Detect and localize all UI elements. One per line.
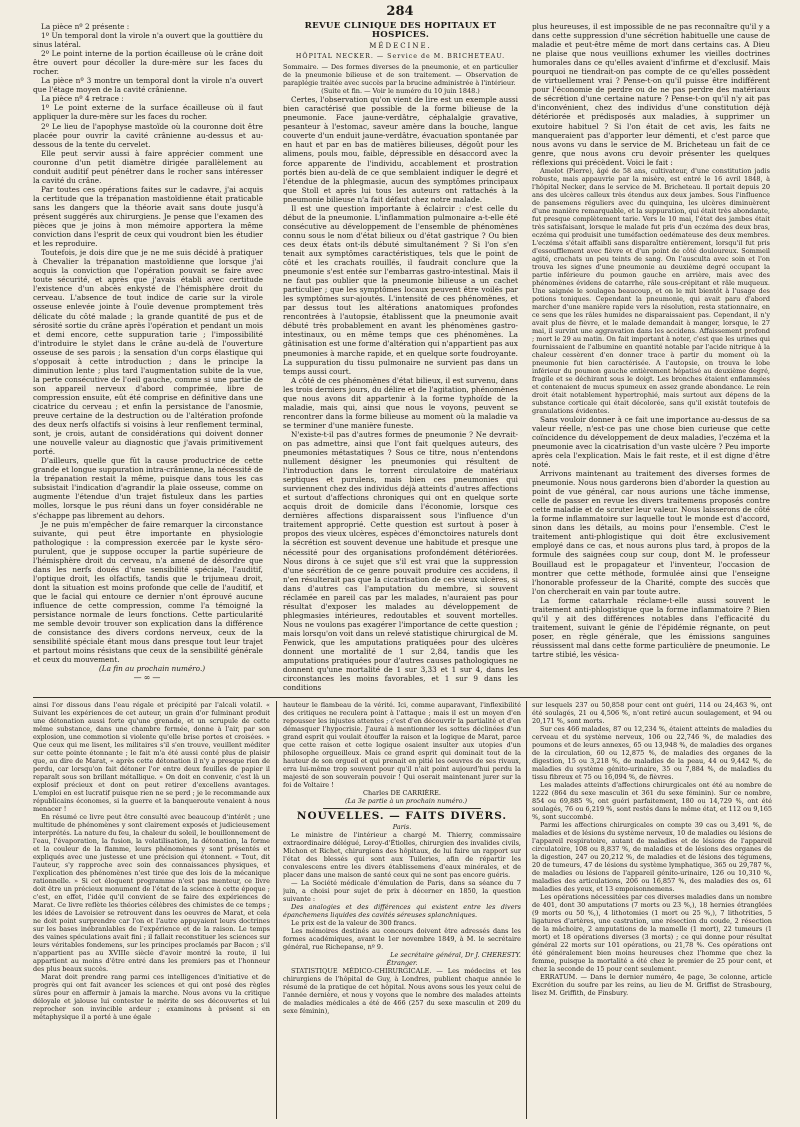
column-rule bbox=[526, 701, 527, 1119]
divider bbox=[323, 808, 481, 809]
continuation-note: (La fin au prochain numéro.) bbox=[98, 664, 206, 674]
paragraph: plus heureuses, il est impossible de ne pas reconnaître qu'il y a dans cette suppression d'une sécrétion habituelle une cause de maladie et peut-être même de mort dans certains cas. A Dieu ne plaise que nous veuillions exhumer les vieilles doctrines humorales dans ce qu'elles avaient d'infirme et d'exclusif. Mais pourquoi ne tiendrait-on pas compte de ce qu'elles possèdent de virtuellement vrai ? Pense-t-on qu'il puisse être indifférent pour l'économie de perdre ou de ne pas perdre des matériaux de sécrétion d'une certaine nature ? Pense-t-on qu'il n'y ait pas d'inconvénient, chez des individus d'une constitution déjà détériorée et prédisposés aux maladies, à supprimer un exutoire habituel ? Si l'on était de cet avis, les faits ne manqueraient pas d'apporter leur démenti, et c'est parce que nous avons vu dans le service de M. Bricheteau un fait de ce genre, que nous avons cru devoir présenter les quelques réflexions qui précèdent. Voici le fait : bbox=[532, 22, 770, 167]
paragraph: 1º Un temporal dont la virole n'a ouvert que la gouttière du sinus latéral. bbox=[33, 31, 263, 50]
subsection-heading: MÉDECINE. bbox=[369, 42, 432, 51]
paragraph: Toutefois, je dois dire que je ne me suis décidé à pratiquer à Chevalier la trépanation mastoïdienne que lorsque j'ai acquis la conviction que l'opération pouvait se faire avec toute sécurité, et après que j'avais établi avec certitude l'existence d'un abcès enkysté de l'hémisphère droit du cerveau. L'absence de tout indice de carie sur la virole osseuse enlevée jointe à l'ouïe devenue promptement très délicate du côté malade ; la grande quantité de pus et de sérosité sortie du crâne après l'opération et pendant un mois et demi encore, cette suppuration tarie ; l'impossibilité d'introduire le stylet dans le crâne au-delà de l'ouverture osseuse de ses parois ; la sensation d'un corps élastique qui s'opposait à cette introduction ; dans le principe la diminution lente ; plus tard l'augmentation subite de la vue, la perte consécutive de l'oeil gauche, comme si une partie de son appareil nerveux d'abord comprimée, libre de compression ensuite, eût été comprise en définitive dans une cicatrice du cerveau ; et enfin la persistance de l'anosmie, preuve certaine de la destruction ou de l'altération profonde des deux nerfs olfactifs si voisins à leur renflement terminal, sont, je crois, autant de considérations qui doivent donner une nouvelle valeur au diagnostic que j'avais primitivement porté. bbox=[33, 248, 263, 457]
paragraph: La forme catarrhale réclame-t-elle aussi souvent le traitement anti-phlogistique que la forme inflammatoire ? Bien qu'il y ait des différences notables dans l'efficacité du traitement, suivant le génie de l'épidémie régnante, on peut poser, en règle générale, que les émissions sanguines réussissent mal dans cette forme particulière de pneumonie. Le tartre stibié, les vésica- bbox=[532, 595, 770, 659]
paragraph: La pièce nº 3 montre un temporal dont la virole n'a ouvert que l'étage moyen de la cavité crânienne. bbox=[33, 76, 263, 95]
erratum: ERRATUM. — Dans le dernier numéro, 4e page, 3e colonne, article Excrétion du soufre par les reins, au lieu de M. Griffist de Strasbourg, lisez M. Griffith, de Finsbury. bbox=[532, 973, 772, 997]
news-item: Le ministre de l'intérieur a chargé M. Thierry, commissaire extraordinaire délégué, Leroy-d'Étiolles, chirurgien des invalides civils, Michon et Richet, chirurgiens des hôpitaux, de lui faire un rapport sur l'état des blessés qui sont aux Tuileries, afin de répartir les convalescens entre les divers établissemens d'eaux minérales, et de placer dans une maison de santé ceux qui ne sont pas encore guéris. bbox=[283, 831, 521, 879]
paragraph: Marat doit prendre rang parmi ces intelligences d'initiative et de progrès qui ont fait avancer les sciences et qui ont posé des règles sûres pour en affermir à jamais la marche. Nous avons vu la critique déloyale et jalouse lui contester le mérite de ses découvertes et lui reprocher son invincible ardeur ; examinons à présent si en métaphysique il a porté à une égale bbox=[33, 973, 270, 1021]
news-item: — La Société médicale d'émulation de Paris, dans sa séance du 7 juin, a choisi pour sujet de prix à décerner en 1850, la question suivante : bbox=[283, 879, 521, 903]
horizontal-rule bbox=[33, 697, 771, 698]
paragraph: La pièce nº 4 retrace : bbox=[41, 94, 124, 104]
column-rule bbox=[276, 701, 277, 1119]
paragraph: La pièce nº 2 présente : bbox=[41, 22, 130, 31]
paragraph: Il est une question importante à éclaircir : c'est celle du début de la pneumonie. L'inflammation pulmonaire a-t-elle été consécutive au développement de l'ensemble de phénomènes connu sous le nom d'état bilieux ou d'état gastrique ? Ou bien ces deux états ont-ils débuté simultanément ? Si l'on s'en tenait aux symptômes caractéristiques, tels que le point de côté et les crachats rouillés, il faudrait conclure que la pneumonie s'est entée sur l'embarras gastro-intestinal. Mais il ne faut pas oublier que la pneumonie bilieuse a un cachet particulier ; que les symptômes locaux peuvent être voilés par les symptômes sur-ajoutés. L'intensité de ces phénomènes, et par dessus tout les altérations anatomiques profondes rencontrées à l'autopsie, établissent que la pneumonie avait débuté très probablement en avant les phénomènes gastro-intestinaux, ou en même temps que ces phénomènes. La gâtinisation est une forme d'altération qui n'appartient pas aux pneumonies à marche rapide, et en quelque sorte foudroyante. La suppuration du tissu pulmonaire ne survient pas dans un temps aussi court. bbox=[283, 203, 518, 376]
paragraph: Sur ces 466 malades, 87 ou 12,234 %, étaient atteints de maladies du cerveau et du système nerveux, 106 ou 22,746 %, de maladies des poumons et de leurs annexes, 65 ou 13,948 %, de maladies des organes de la circulation, 60 ou 12,875 %, de maladies des organes de la digestion, 15 ou 3,218 %, de maladies de la peau, 44 ou 9,442 %, de maladies du système génito-urinaire, 35 ou 7,884 %, de maladies du tissu fibreux et 75 ou 16,094 %, de fièvres. bbox=[532, 725, 772, 781]
paragraph: En résumé ce livre peut être consulté avec beaucoup d'intérêt ; une multitude de phénomènes y sont clairement exposés et judicieusement interprétés. La nature du feu, la chaleur du soleil, le bouillonnement de l'eau, l'évaporation, la fusion, la volatilisation, la détonation, la forme et la couleur de la flamme, leurs phénomènes y sont présentés et expliqués avec une justesse et une précision qui étonnent. « Tout, dit l'auteur, s'y rapproche avec soin des connaissances physiques, et l'explication des phénomènes n'est tirée que des lois de la mécanique rationnelle. » Si cet éloquent programme n'est pas menteur, ce livre doit être un précieux monument de l'état de la science à cette époque ; c'est, en effet, l'idée qu'il convient de se faire des expériences de Marat. Ce livre reflète les théories célèbres des chimistes de ce temps ; les idées de Lavoisier se retrouvent dans les oeuvres de Marat, et cela ne doit point surprendre car l'on et l'autre appuyaient leurs doctrines sur les bases inébranlables de l'expérience et de la raison. Le temps des vaines spéculations avait fini ; il fallait reconstituer les sciences sur leurs véritables fondemens, sur les principes proclamés par Bacon ; s'il n'appartient pas au XVIIIe siècle d'avoir montré la route, il lui appartient au moins d'être entré dans les premiers pas et l'honneur des plus beaux succès. bbox=[33, 813, 270, 973]
page-number: 284 bbox=[386, 4, 414, 19]
paragraph: A côté de ces phénomènes d'état bilieux, il est survenu, dans les trois derniers jours, du délire et de l'agitation, phénomènes que nous avons dit appartenir à la forme typhoïde de la maladie, mais qui, ainsi que nous le voyons, peuvent se rencontrer dans la forme bilieuse au moment où la maladie va se terminer d'une manière funeste. bbox=[283, 375, 518, 430]
paragraph: Parmi les affections chirurgicales on compte 39 cas ou 3,491 %, de maladies et de lésions du système nerveux, 10 de maladies ou lésions de l'appareil respiratoire, autant de maladies et de lésions de l'appareil circulatoire, 108 ou 8,837 %, de maladies et de lésions des organes de la digestion, 247 ou 20,212 %, de maladies et de lésions des tégumens, 20 de tumeurs, 47 de lésions du système lymphatique, 365 ou 29,787 %, de maladies ou lésions de l'appareil génito-urinaire, 126 ou 10,310 %, maladies des articulations, 206 ou 16,857 %, des maladies des os, 61 maladies des yeux, et 13 empoisonnemens. bbox=[532, 821, 772, 893]
suite-note: (Suite et fin. — Voir le numéro du 10 juin 1848.) bbox=[321, 87, 480, 96]
author-signature: Charles DE CARRIÈRE. bbox=[363, 789, 441, 797]
paragraph: Je ne puis m'empêcher de faire remarquer la circonstance suivante, qui peut être importante en physiologie pathologique : la compression exercée par le kyste séro-purulent, que je suppose occuper la partie supérieure de l'hémisphère droit du cerveau, n'a amené de désordre que dans les nerfs doués d'une sensibilité spéciale, l'auditif, l'optique droit, les olfactifs, tandis que le trijumeau droit, dont la situation est moins profonde que celle de l'auditif, et que le facial qui entoure ce dernier n'ont éprouvé aucune influence de cette compression, comme l'a témoigné la persistance normale de leurs fonctions. Cette particularité me semble devoir trouver son explication dans la différence de consistance des divers cordons nerveux, ceux de la sensibilité spéciale étant mous dans presque tout leur trajet et partout moins résistans que ceux de la sensibilité générale et ceux du mouvement. bbox=[33, 519, 263, 665]
paragraph: sur lesquels 237 ou 50,858 pour cent ont guéri, 114 ou 24,463 %, ont été soulagés, 21 ou 4,506 %, n'ont retiré aucun soulagement, et 94 ou 20,171 %, sont morts. bbox=[532, 701, 772, 725]
news-heading: NOUVELLES. — FAITS DIVERS. bbox=[296, 810, 508, 822]
continuation-note: (La 3e partie à un prochain numéro.) bbox=[344, 797, 468, 805]
paragraph: 2º Le point interne de la portion écailleuse où le crâne doit être ouvert pour décoller la dure-mère sur les faces du rocher. bbox=[33, 49, 263, 77]
place-heading: Paris. bbox=[392, 823, 412, 831]
paragraph: N'existe-t-il pas d'autres formes de pneumonie ? Ne devrait-on pas admettre, ainsi que l'ont fait quelques auteurs, des pneumonies métastatiques ? Sous ce titre, nous n'entendons nullement désigner les pneumonies qui résultent de l'introduction dans le torrent circulatoire de matériaux septiques et purulens, mais bien ces pneumonies qui surviennent chez des individus déjà atteints d'autres affections et surtout d'affections chroniques qui ont en quelque sorte acquis droit de domicile dans l'économie, lorsque ces dernières affections disparaissent sous l'influence d'un traitement approprié. Cette question est surtout à poser à propos des vieux ulcères, espèces d'émonctoires naturels dont la sécrétion est souvent devenue une habitude et presque une nécessité pour des organisations profondément détériorées. Nous dirons à ce sujet que s'il est vrai que la suppression d'une sécrétion de ce genre pouvait produire ces accidens, il n'en résulterait pas que la cicatrisation de ces vieux ulcères, si dans d'autres cas l'amputation du membre, si souvent réclamée en pareil cas par les malades, n'auraient pas pour résultat d'exposer les malades au développement de phlegmasies intérieures, redoutables et souvent mortelles. Nous ne voulons pas exagérer l'importance de cette question ; mais lorsqu'on voit dans un relevé statistique chirurgical de M. Fenwick, que les amputations pratiquées pour des ulcères donnent une mortalité de 1 sur 2,84, tandis que les amputations pratiquées pour d'autres causes pathologiques ne donnent qu'une mortalité de 1 sur 3,33 et 1 sur 4, dans les circonstances les moins favorables, et 1 sur 9 dans les conditions bbox=[283, 429, 518, 693]
summary: Sommaire. — Des formes diverses de la pneumonie, et en particulier de la pneumonie bilieuse et de son traitement. — Observation de paraplégie traitée avec succès par la brucine administrée à l'intérieur. bbox=[283, 63, 518, 88]
feuilleton-column-2 bbox=[283, 701, 521, 1119]
paragraph: D'ailleurs, quelle que fût la cause productrice de cette grande et longue suppuration intra-crânienne, la nécessité de la trépanation restait la même, puisque dans tous les cas subsistait l'indication d'agrandir la plaie osseuse, comme on augmente l'étendue d'un trajet fistuleux dans les parties molles, lorsque le pus réuni dans un foyer considérable ne s'échappe pas librement au dehors. bbox=[33, 456, 263, 520]
feuilleton-column-1 bbox=[33, 701, 270, 1119]
ornament-divider: —∞— bbox=[133, 673, 163, 683]
paragraph: ainsi l'or dissous dans l'eau régale et précipité par l'alcali volatil. « Suivant les expériences de cet auteur, un grain d'or fulminant produit une détonation aussi forte qu'une grenade, et un scrupule de cette même substance, dans une chambre fermée, donne à l'air, par son explosion, une commotion si violente qu'elle brise portes et croisées. » Que ceux qui me lisent, les militaires s'il s'en trouve, veuillent méditer sur cette pointe étonnante ; le fait m'a été aussi conté plus de plaisir que, au dire de Marat, « après cette détonation il n'y a presque rien de perdu, car lorsqu'on fait détoner l'or entre deux feuilles de papier il reparaît sous son brillant métallique. » On doit en convenir, c'est là un explosif précieux et dont on peut retirer d'excellens avantages. L'emploi en est lucratif puisque rien ne se perd ; je le recommande aux républicains économes, si la guerre et la banqueroute venaient à nous menacer ! bbox=[33, 701, 270, 813]
article-column-1 bbox=[33, 22, 263, 694]
section-heading: REVUE CLINIQUE DES HÔPITAUX ET HOSPICES. bbox=[304, 22, 497, 41]
paragraph: Par toutes ces opérations faites sur le cadavre, j'ai acquis la certitude que la trépanation mastoïdienne était praticable sans les dangers que la théorie avait sans doute jusqu'à présent suggérés aux chirurgiens. Je pense que l'examen des pièces que je joins à mon mémoire apportera la même conviction dans l'esprit de ceux qui voudront bien les étudier et les reproduire. bbox=[33, 184, 263, 249]
news-item: Les mémoires destinés au concours doivent être adressés dans les formes académiques, avant le 1er novembre 1849, à M. le secrétaire général, rue Richepanse, nº 9. bbox=[283, 927, 521, 951]
observation: Amelot (Pierre), âgé de 58 ans, cultivateur, d'une constitution jadis robuste, mais appauvrie par la misère, est entré le 16 avril 1848, à l'hôpital Necker, dans le service de M. Bricheteau. Il portait depuis 20 ans des ulcères calleux très étendus aux deux jambes. Sous l'influence de pansemens réguliers avec du quinquina, les ulcères diminuèrent d'une manière remarquable, et la suppuration, qui était très abondante, fut presque complètement tarie. Vers le 10 mai, l'état des jambes était très satisfaisant, lorsque le malade fut pris d'un eczéma des deux bras, eczéma qui produisit une tuméfaction oedémateuse des deux membres. L'eczéma s'était affaibli sans disparaître entièrement, lorsqu'il fut pris d'essoufflement avec fièvre et d'un point de côté douloureux. Sommeil agité, crachats un peu teints de sang. On l'ausculta avec soin et l'on trouva les signes d'une pneumonie au deuxième degré occupant la partie inférieure du poumon gauche en arrière, mais avec des phénomènes évidens de catarrhe, râle sous-crépitant et râle muqueux. Une saignée le soulagea beaucoup, et on le mit bientôt à l'usage des potions toniques. Cependant la pneumonie, qui avait paru d'abord marcher d'une manière rapide vers la résolution, resta stationnaire, en ce sens que les râles humides ne disparaissaient pas. Cependant, il n'y avait plus de fièvre, et le malade demandait à manger, lorsque, le 27 mai, il survint une aggravation dans les accidens. Affaissement profond ; mort le 29 au matin. On fait important à noter, c'est que les urines qui fournissaient de l'albumine en quantité notable par l'acide nitrique à la chaleur cessèrent d'en donner trace à partir du moment où la pneumonie fut bien caractérisée. A l'autopsie, on trouva le lobe inférieur du poumon gauche entièrement hépatisé au deuxième degré, fragile et se déchirant sous le doigt. Les bronches étaient enflammées et contenaient de mucus spumeux en assez grande abondance. Le rein droit était notablement hypertrophié, mais surtout aux dépens de la substance corticale qui était décolorée, sans qu'il existât toutefois de granulations évidentes. bbox=[532, 166, 770, 415]
service-heading: HÔPITAL NECKER. — Service de M. BRICHETEAU. bbox=[295, 53, 506, 61]
paragraph: hauteur le flambeau de la vérité. Ici, comme auparavant, l'inflexibilité des critiques ne reculera point à l'attaque ; mais il est un moyen d'en repousser les injustes attentes ; c'est d'en découvrir la partialité et d'en démasquer l'hypocrisie. J'aurai à mentionner les sottes déclinées d'un grand esprit qui voulait étouffer la raison et la logique de Marat, parce que cette raison et cette logique osaient insulter aux utopies d'un philosophe orgueilleux. Mais ce grand esprit qui dominait tout de la hauteur de son orgueil et qui prenait en pitié les oeuvres de ses rivaux, erra lui-même trop souvent pour qu'il n'ait point aujourd'hui perdu la majesté de son souverain pouvoir ! Qui oserait maintenant jurer sur la foi de Voltaire ! bbox=[283, 701, 521, 789]
feuilleton-column-3 bbox=[532, 701, 772, 1119]
paragraph: Les opérations nécessitées par ces diverses maladies dans un nombre de 401, dont 30 amputations (7 morts ou 23 %,), 18 hernies étranglées (9 morts ou 50 %,), 4 lithotomies (1 mort ou 25 %,), 7 lithotrities, 5 ligatures d'artères, une castration, une résection du coude, 2 résection de la mâchoire, 2 amputations de la mamelle (1 mort), 22 tumeurs (1 mort) et 18 opérations diverses (3 morts) ; ce qui donne pour résultat général 22 morts sur 101 opérations, ou 21,78 %. Ces opérations ont été généralement bien moins heureuses chez l'homme que chez la femme, puisque la mortalité a été chez le premier de 25 pour cent, et chez la seconde de 15 pour cent seulement. bbox=[532, 893, 772, 973]
paragraph: 2º Le lieu de l'apophyse mastoïde où la couronne doit être placée pour ouvrir la cavité crânienne au-dessus et au-dessous de la tente du cervelet. bbox=[33, 121, 263, 149]
news-item: STATISTIQUE MÉDICO-CHIRURGICALE. — Les médecins et les chirurgiens de l'hôpital de Guy, à Londres, publient chaque année le résumé de la pratique de cet hôpital. Nous avons sous les yeux celui de l'année dernière, et nous y voyons que le nombre des malades atteints de maladies médicales a été de 466 (257 du sexe masculin et 209 du sexe féminin), bbox=[283, 967, 521, 1015]
paragraph: Les malades atteints d'affections chirurgicales ont été au nombre de 1222 (864 du sexe masculin et 361 du sexe féminin). Sur ce nombre, 854 ou 69,885 %, ont guéri parfaitement, 180 ou 14,729 %, ont été soulagés, 76 ou 6,219 %, sont restés dans le même état, et 112 ou 9,165 %, sont succombé. bbox=[532, 781, 772, 821]
secretary-signature: Le secrétaire général, Dr J. CHERESTY. bbox=[390, 951, 521, 959]
paragraph: 1º Le point externe de la surface écailleuse où il faut appliquer la dure-mère sur les faces du rocher. bbox=[33, 103, 263, 122]
paragraph: Elle peut servir aussi à faire apprécier comment une couronne d'un petit diamètre dirigée parallèlement au conduit auditif peut pénétrer dans le rocher sans intéresser la cavité du crâne. bbox=[33, 148, 263, 185]
news-item: Le prix est de la valeur de 300 francs. bbox=[291, 919, 417, 927]
article-column-2 bbox=[283, 22, 518, 694]
paragraph: Certes, l'observation qu'on vient de lire est un exemple aussi bien caractérisé que possible de la forme bilieuse de la pneumonie. Face jaune-verdâtre, céphalalgie gravative, pesanteur à l'estomac, saveur amère dans la bouche, langue couverte d'un enduit jaune-verdâtre, évacuation spontanée par en haut et par en bas de matières bilieuses, dégoût pour les alimens, pouls mou, faible, dépressible en désaccord avec la force apparente de l'individu, accablement et prostration portés bien au-delà de ce que semblaient indiquer le degré et l'étendue de la phlegmasie, aucun des symptômes principaux que Stoll et après lui tous les auteurs ont rattachés à la pneumonie bilieuse n'a fait défaut chez notre malade. bbox=[283, 95, 518, 204]
paragraph: Arrivons maintenant au traitement des diverses formes de pneumonie. Nous nous garderons bien d'aborder la question au point de vue général, car nous aurions une tâche immense, celle de passer en revue les divers traitemens proposés contre cette maladie et de scruter leur valeur. Nous laisserons de côté la forme inflammatoire sur laquelle tout le monde est d'accord, sinon dans les détails, au moins pour l'ensemble. C'est le traitement anti-phlogistique qui doit être exclusivement employé dans ce cas, et nous aurons plus tard, à propos de la formule des saignées coup sur coup, dont M. le professeur Bouillaud est le propagateur et l'inventeur, l'occasion de montrer que cette méthode, formulée ainsi que l'enseigne l'honorable professeur de la Charité, compte des succès que l'on chercherait en vain par toute autre. bbox=[532, 469, 770, 596]
place-heading: Étranger. bbox=[386, 959, 418, 967]
article-column-3 bbox=[532, 22, 770, 694]
prize-question: Des analogies et des différences qui existent entre les divers épanchemens liquides des cavités séreuses splanchniques. bbox=[283, 903, 521, 919]
paragraph: Sans vouloir donner à ce fait une importance au-dessus de sa valeur réelle, n'est-ce pas une chose bien curieuse que cette coïncidence du développement de deux maladies, l'eczéma et la pneumonie avec la cicatrisation d'un vaste ulcère ? Peu importe après cela l'explication. Mais le fait reste, et il est digne d'être noté. bbox=[532, 414, 770, 469]
